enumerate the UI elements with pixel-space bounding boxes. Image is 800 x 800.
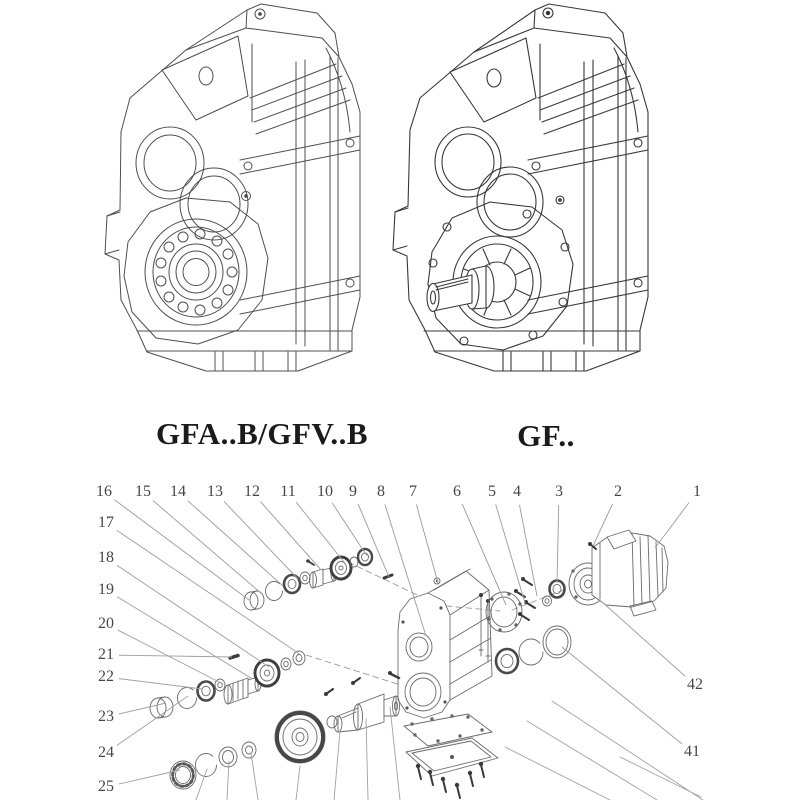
leader-line-9 (358, 504, 389, 577)
part-number-22: 22 (98, 668, 114, 685)
leader-line-1 (655, 502, 689, 548)
leader-line-11 (296, 502, 344, 562)
part-number-1: 1 (693, 483, 701, 500)
part-number-9: 9 (349, 483, 357, 500)
part-number-24: 24 (98, 744, 114, 761)
part-number-21: 21 (98, 646, 114, 663)
model-label-left: GFA..B/GFV..B (155, 416, 369, 451)
part-number-8: 8 (377, 483, 385, 500)
gearbox-hollow-shaft-drawing (105, 4, 360, 371)
input-flange-and-rings (486, 577, 571, 673)
part-number-14: 14 (170, 483, 186, 500)
part-number-4: 4 (513, 483, 521, 500)
output-gear-train (170, 678, 400, 789)
housing-silhouette (393, 4, 648, 371)
part-number-15: 15 (135, 483, 151, 500)
part-number-12: 12 (244, 483, 260, 500)
gear-housing (388, 569, 492, 718)
leader-line-13 (224, 501, 298, 579)
leader-line-12 (261, 502, 321, 570)
part-number-18: 18 (98, 549, 114, 566)
exploded-parts-diagram (150, 530, 703, 800)
leader-line-16 (114, 500, 249, 600)
leader-line-22 (119, 679, 202, 689)
leader-line-23 (119, 703, 166, 714)
motor-drawing (569, 530, 668, 616)
leader-line-10 (332, 503, 367, 556)
part-number-20: 20 (98, 615, 114, 632)
part-number-2: 2 (614, 483, 622, 500)
leader-line-24 (117, 696, 188, 746)
leader-line-15 (153, 500, 262, 594)
part-number-5: 5 (488, 483, 496, 500)
part-number-10: 10 (317, 483, 333, 500)
leader-line-42 (601, 601, 685, 676)
leader-line-3 (557, 505, 559, 583)
part-number-11: 11 (280, 483, 296, 500)
part-number-25: 25 (98, 778, 114, 795)
part-number-3: 3 (555, 483, 563, 500)
part-number-16: 16 (96, 483, 112, 500)
part-number-17: 17 (98, 514, 114, 531)
output-shaft (427, 266, 494, 312)
housing-silhouette (105, 4, 360, 371)
part-number-42: 42 (687, 676, 703, 693)
leader-line-7 (416, 505, 438, 583)
leader-line-41 (562, 647, 682, 744)
leader-line-25 (119, 770, 180, 784)
mounting-ear (450, 38, 536, 122)
part-number-13: 13 (207, 483, 223, 500)
intermediate-gear-train (150, 651, 305, 718)
part-number-41: 41 (684, 743, 700, 760)
part-number-7: 7 (409, 483, 417, 500)
cutoff-leader-lines (196, 701, 703, 800)
part-number-6: 6 (453, 483, 461, 500)
gearbox-solid-shaft-drawing (393, 4, 648, 371)
part-number-19: 19 (98, 581, 114, 598)
leader-line-6 (462, 504, 506, 605)
model-label-right: GF.. (517, 418, 575, 453)
cooling-ribs (250, 64, 350, 134)
leader-line-19 (117, 597, 251, 678)
cooling-ribs (538, 64, 638, 134)
output-flange-octagon (124, 198, 268, 344)
input-gear-train (244, 549, 392, 610)
part-number-23: 23 (98, 708, 114, 725)
leader-line-5 (496, 504, 525, 603)
mounting-ear (162, 36, 248, 120)
